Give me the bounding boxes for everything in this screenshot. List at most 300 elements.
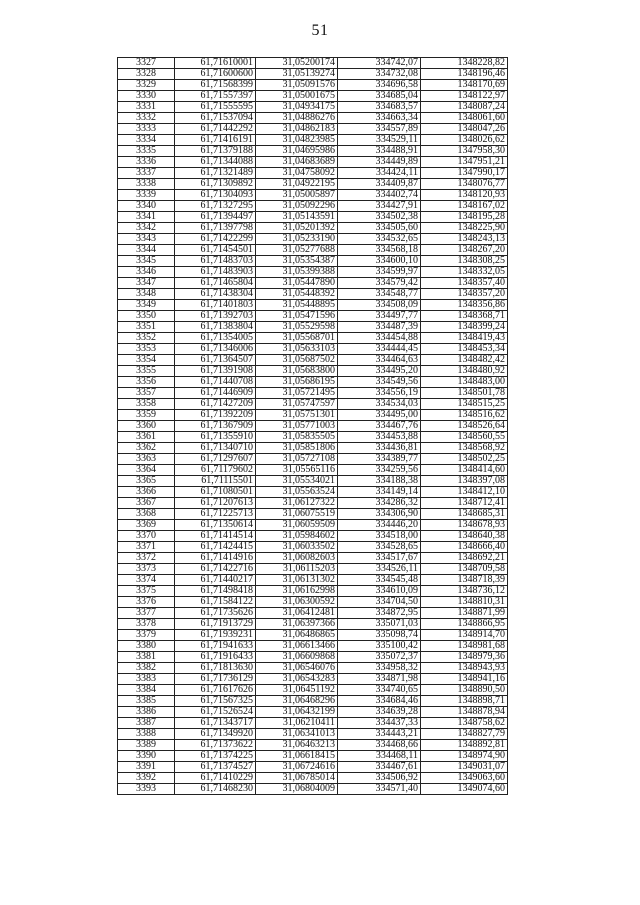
latitude-cell: 61,71941633 [175,641,256,652]
table-row [118,333,508,344]
table-row [118,498,508,509]
x-coordinate-cell: 334683,57 [338,102,421,113]
longitude-cell: 31,06115203 [256,564,338,575]
longitude-cell: 31,06210411 [256,718,338,729]
table-row [118,223,508,234]
point-number-cell: 3346 [118,267,175,278]
longitude-cell: 31,06397366 [256,619,338,630]
latitude-cell: 61,71397798 [175,223,256,234]
y-coordinate-cell: 1348419,43 [421,333,508,344]
x-coordinate-cell: 334526,11 [338,564,421,575]
longitude-cell: 31,04886276 [256,113,338,124]
x-coordinate-cell: 334454,88 [338,333,421,344]
y-coordinate-cell: 1349063,60 [421,773,508,784]
table-row [118,190,508,201]
latitude-cell: 61,71367909 [175,421,256,432]
x-coordinate-cell: 334467,76 [338,421,421,432]
point-number-cell: 3350 [118,311,175,322]
point-number-cell: 3337 [118,168,175,179]
x-coordinate-cell: 334402,74 [338,190,421,201]
table-row [118,300,508,311]
table-row [118,201,508,212]
point-number-cell: 3369 [118,520,175,531]
longitude-cell: 31,05005897 [256,190,338,201]
longitude-cell: 31,05633103 [256,344,338,355]
table-row [118,377,508,388]
latitude-cell: 61,71617626 [175,685,256,696]
longitude-cell: 31,06082603 [256,553,338,564]
longitude-cell: 31,05727108 [256,454,338,465]
table-row [118,399,508,410]
longitude-cell: 31,05201392 [256,223,338,234]
longitude-cell: 31,05747597 [256,399,338,410]
x-coordinate-cell: 334548,77 [338,289,421,300]
table-row [118,421,508,432]
y-coordinate-cell: 1348170,69 [421,80,508,91]
y-coordinate-cell: 1348480,92 [421,366,508,377]
table-row [118,69,508,80]
latitude-cell: 61,71354005 [175,333,256,344]
y-coordinate-cell: 1348516,62 [421,410,508,421]
longitude-cell: 31,04922195 [256,179,338,190]
point-number-cell: 3384 [118,685,175,696]
y-coordinate-cell: 1348568,92 [421,443,508,454]
table-row [118,135,508,146]
x-coordinate-cell: 335098,74 [338,630,421,641]
latitude-cell: 61,71346006 [175,344,256,355]
y-coordinate-cell: 1348981,68 [421,641,508,652]
point-number-cell: 3390 [118,751,175,762]
latitude-cell: 61,71391908 [175,366,256,377]
point-number-cell: 3374 [118,575,175,586]
longitude-cell: 31,05721495 [256,388,338,399]
longitude-cell: 31,04758092 [256,168,338,179]
longitude-cell: 31,06468296 [256,696,338,707]
latitude-cell: 61,71584122 [175,597,256,608]
longitude-cell: 31,05568701 [256,333,338,344]
y-coordinate-cell: 1348692,21 [421,553,508,564]
table-row [118,58,508,69]
x-coordinate-cell: 334436,81 [338,443,421,454]
longitude-cell: 31,05001675 [256,91,338,102]
point-number-cell: 3341 [118,212,175,223]
y-coordinate-cell: 1347958,30 [421,146,508,157]
x-coordinate-cell: 334684,46 [338,696,421,707]
table-row [118,751,508,762]
latitude-cell: 61,71440708 [175,377,256,388]
table-row [118,443,508,454]
latitude-cell: 61,71392703 [175,311,256,322]
point-number-cell: 3365 [118,476,175,487]
table-row [118,630,508,641]
x-coordinate-cell: 334599,97 [338,267,421,278]
table-row [118,256,508,267]
point-number-cell: 3363 [118,454,175,465]
table-row [118,487,508,498]
point-number-cell: 3333 [118,124,175,135]
longitude-cell: 31,05233190 [256,234,338,245]
x-coordinate-cell: 334188,38 [338,476,421,487]
table-row [118,608,508,619]
y-coordinate-cell: 1348414,60 [421,465,508,476]
longitude-cell: 31,05277688 [256,245,338,256]
x-coordinate-cell: 334529,11 [338,135,421,146]
point-number-cell: 3353 [118,344,175,355]
point-number-cell: 3389 [118,740,175,751]
y-coordinate-cell: 1348368,71 [421,311,508,322]
longitude-cell: 31,05529598 [256,322,338,333]
table-row [118,696,508,707]
table-row [118,410,508,421]
y-coordinate-cell: 1348974,90 [421,751,508,762]
y-coordinate-cell: 1348827,79 [421,729,508,740]
y-coordinate-cell: 1348356,86 [421,300,508,311]
point-number-cell: 3391 [118,762,175,773]
x-coordinate-cell: 334958,32 [338,663,421,674]
x-coordinate-cell: 334740,65 [338,685,421,696]
y-coordinate-cell: 1348501,78 [421,388,508,399]
latitude-cell: 61,71355910 [175,432,256,443]
y-coordinate-cell: 1348712,41 [421,498,508,509]
table-row [118,652,508,663]
latitude-cell: 61,71401803 [175,300,256,311]
point-number-cell: 3387 [118,718,175,729]
x-coordinate-cell: 334600,10 [338,256,421,267]
latitude-cell: 61,71427209 [175,399,256,410]
point-number-cell: 3331 [118,102,175,113]
latitude-cell: 61,71179602 [175,465,256,476]
table-row [118,553,508,564]
point-number-cell: 3362 [118,443,175,454]
x-coordinate-cell: 334528,65 [338,542,421,553]
table-row [118,311,508,322]
y-coordinate-cell: 1348515,25 [421,399,508,410]
y-coordinate-cell: 1348898,71 [421,696,508,707]
x-coordinate-cell: 334286,32 [338,498,421,509]
latitude-cell: 61,71813630 [175,663,256,674]
latitude-cell: 61,71465804 [175,278,256,289]
table-row [118,234,508,245]
y-coordinate-cell: 1348892,81 [421,740,508,751]
latitude-cell: 61,71555595 [175,102,256,113]
longitude-cell: 31,06543283 [256,674,338,685]
y-coordinate-cell: 1348047,26 [421,124,508,135]
point-number-cell: 3348 [118,289,175,300]
point-number-cell: 3385 [118,696,175,707]
y-coordinate-cell: 1348483,00 [421,377,508,388]
x-coordinate-cell: 334464,63 [338,355,421,366]
y-coordinate-cell: 1348357,40 [421,278,508,289]
point-number-cell: 3370 [118,531,175,542]
table-row [118,388,508,399]
table-row [118,586,508,597]
table-row [118,322,508,333]
table-row [118,773,508,784]
x-coordinate-cell: 334556,19 [338,388,421,399]
y-coordinate-cell: 1348709,58 [421,564,508,575]
point-number-cell: 3381 [118,652,175,663]
table-row [118,542,508,553]
table-row [118,102,508,113]
longitude-cell: 31,06033502 [256,542,338,553]
point-number-cell: 3364 [118,465,175,476]
point-number-cell: 3349 [118,300,175,311]
longitude-cell: 31,05851806 [256,443,338,454]
y-coordinate-cell: 1348228,82 [421,58,508,69]
x-coordinate-cell: 334149,14 [338,487,421,498]
point-number-cell: 3352 [118,333,175,344]
latitude-cell: 61,71374527 [175,762,256,773]
table-row [118,575,508,586]
latitude-cell: 61,71373622 [175,740,256,751]
longitude-cell: 31,04934175 [256,102,338,113]
longitude-cell: 31,05687502 [256,355,338,366]
latitude-cell: 61,71442292 [175,124,256,135]
point-number-cell: 3356 [118,377,175,388]
y-coordinate-cell: 1348914,70 [421,630,508,641]
y-coordinate-cell: 1347990,17 [421,168,508,179]
y-coordinate-cell: 1348267,20 [421,245,508,256]
latitude-cell: 61,71422716 [175,564,256,575]
x-coordinate-cell: 334495,20 [338,366,421,377]
longitude-cell: 31,05200174 [256,58,338,69]
longitude-cell: 31,05563524 [256,487,338,498]
x-coordinate-cell: 335100,42 [338,641,421,652]
x-coordinate-cell: 334610,09 [338,586,421,597]
point-number-cell: 3347 [118,278,175,289]
y-coordinate-cell: 1348076,77 [421,179,508,190]
table-row [118,476,508,487]
point-number-cell: 3393 [118,784,175,795]
point-number-cell: 3376 [118,597,175,608]
longitude-cell: 31,06613466 [256,641,338,652]
latitude-cell: 61,71321489 [175,168,256,179]
longitude-cell: 31,06463213 [256,740,338,751]
latitude-cell: 61,71207613 [175,498,256,509]
table-row [118,146,508,157]
y-coordinate-cell: 1348502,25 [421,454,508,465]
point-number-cell: 3339 [118,190,175,201]
latitude-cell: 61,71468230 [175,784,256,795]
x-coordinate-cell: 334557,89 [338,124,421,135]
y-coordinate-cell: 1348026,62 [421,135,508,146]
x-coordinate-cell: 334532,65 [338,234,421,245]
x-coordinate-cell: 334449,89 [338,157,421,168]
table-row [118,619,508,630]
table-row [118,432,508,443]
page-number: 51 [311,22,329,39]
x-coordinate-cell: 334453,88 [338,432,421,443]
point-number-cell: 3327 [118,58,175,69]
point-number-cell: 3351 [118,322,175,333]
longitude-cell: 31,05771003 [256,421,338,432]
y-coordinate-cell: 1348412,10 [421,487,508,498]
latitude-cell: 61,71394497 [175,212,256,223]
longitude-cell: 31,05835505 [256,432,338,443]
longitude-cell: 31,05471596 [256,311,338,322]
table-row [118,784,508,795]
y-coordinate-cell: 1348941,16 [421,674,508,685]
x-coordinate-cell: 334506,92 [338,773,421,784]
point-number-cell: 3334 [118,135,175,146]
point-number-cell: 3378 [118,619,175,630]
latitude-cell: 61,71438304 [175,289,256,300]
table-row [118,674,508,685]
point-number-cell: 3358 [118,399,175,410]
y-coordinate-cell: 1348482,42 [421,355,508,366]
point-number-cell: 3354 [118,355,175,366]
latitude-cell: 61,71567325 [175,696,256,707]
latitude-cell: 61,71379188 [175,146,256,157]
latitude-cell: 61,71344088 [175,157,256,168]
latitude-cell: 61,71225713 [175,509,256,520]
y-coordinate-cell: 1348640,38 [421,531,508,542]
longitude-cell: 31,06486865 [256,630,338,641]
x-coordinate-cell: 334502,38 [338,212,421,223]
latitude-cell: 61,71913729 [175,619,256,630]
latitude-cell: 61,71483703 [175,256,256,267]
latitude-cell: 61,71916433 [175,652,256,663]
latitude-cell: 61,71557397 [175,91,256,102]
table-row [118,454,508,465]
x-coordinate-cell: 334443,21 [338,729,421,740]
longitude-cell: 31,05399388 [256,267,338,278]
y-coordinate-cell: 1348453,34 [421,344,508,355]
coordinates-table-body [118,58,508,795]
y-coordinate-cell: 1348810,31 [421,597,508,608]
longitude-cell: 31,05534021 [256,476,338,487]
y-coordinate-cell: 1348120,93 [421,190,508,201]
latitude-cell: 61,71349920 [175,729,256,740]
coordinates-table [117,57,508,795]
latitude-cell: 61,71304093 [175,190,256,201]
x-coordinate-cell: 335072,37 [338,652,421,663]
point-number-cell: 3372 [118,553,175,564]
table-row [118,740,508,751]
x-coordinate-cell: 334639,28 [338,707,421,718]
longitude-cell: 31,06412481 [256,608,338,619]
point-number-cell: 3338 [118,179,175,190]
longitude-cell: 31,06785014 [256,773,338,784]
longitude-cell: 31,04683689 [256,157,338,168]
latitude-cell: 61,71374225 [175,751,256,762]
table-row [118,641,508,652]
x-coordinate-cell: 334437,33 [338,718,421,729]
table-row [118,289,508,300]
longitude-cell: 31,04823985 [256,135,338,146]
longitude-cell: 31,06162998 [256,586,338,597]
longitude-cell: 31,04862183 [256,124,338,135]
point-number-cell: 3343 [118,234,175,245]
longitude-cell: 31,05565116 [256,465,338,476]
latitude-cell: 61,71422299 [175,234,256,245]
y-coordinate-cell: 1348087,24 [421,102,508,113]
latitude-cell: 61,71383804 [175,322,256,333]
x-coordinate-cell: 334424,11 [338,168,421,179]
table-row [118,157,508,168]
y-coordinate-cell: 1348866,95 [421,619,508,630]
longitude-cell: 31,04695986 [256,146,338,157]
table-row [118,564,508,575]
table-row [118,113,508,124]
y-coordinate-cell: 1348718,39 [421,575,508,586]
table-row [118,663,508,674]
y-coordinate-cell: 1349031,07 [421,762,508,773]
table-row [118,531,508,542]
point-number-cell: 3332 [118,113,175,124]
latitude-cell: 61,71416191 [175,135,256,146]
latitude-cell: 61,71340710 [175,443,256,454]
x-coordinate-cell: 334696,58 [338,80,421,91]
y-coordinate-cell: 1348357,20 [421,289,508,300]
longitude-cell: 31,05751301 [256,410,338,421]
latitude-cell: 61,71343717 [175,718,256,729]
y-coordinate-cell: 1347951,21 [421,157,508,168]
point-number-cell: 3342 [118,223,175,234]
longitude-cell: 31,06341013 [256,729,338,740]
latitude-cell: 61,71410229 [175,773,256,784]
y-coordinate-cell: 1348878,94 [421,707,508,718]
point-number-cell: 3359 [118,410,175,421]
table-row [118,707,508,718]
point-number-cell: 3386 [118,707,175,718]
point-number-cell: 3355 [118,366,175,377]
longitude-cell: 31,06432199 [256,707,338,718]
y-coordinate-cell: 1348243,13 [421,234,508,245]
longitude-cell: 31,05139274 [256,69,338,80]
longitude-cell: 31,05448392 [256,289,338,300]
latitude-cell: 61,71414916 [175,553,256,564]
y-coordinate-cell: 1348890,50 [421,685,508,696]
y-coordinate-cell: 1348061,60 [421,113,508,124]
table-row [118,597,508,608]
x-coordinate-cell: 334517,67 [338,553,421,564]
latitude-cell: 61,71446909 [175,388,256,399]
x-coordinate-cell: 334468,66 [338,740,421,751]
y-coordinate-cell: 1348225,90 [421,223,508,234]
table-row [118,124,508,135]
x-coordinate-cell: 334505,60 [338,223,421,234]
latitude-cell: 61,71080501 [175,487,256,498]
longitude-cell: 31,05448895 [256,300,338,311]
table-row [118,729,508,740]
x-coordinate-cell: 334742,07 [338,58,421,69]
point-number-cell: 3367 [118,498,175,509]
y-coordinate-cell: 1348195,28 [421,212,508,223]
x-coordinate-cell: 334389,77 [338,454,421,465]
y-coordinate-cell: 1348332,05 [421,267,508,278]
y-coordinate-cell: 1348979,36 [421,652,508,663]
longitude-cell: 31,06546076 [256,663,338,674]
point-number-cell: 3329 [118,80,175,91]
table-row [118,355,508,366]
table-row [118,80,508,91]
table-row [118,91,508,102]
latitude-cell: 61,71350614 [175,520,256,531]
x-coordinate-cell: 334497,77 [338,311,421,322]
longitude-cell: 31,05354387 [256,256,338,267]
longitude-cell: 31,06131302 [256,575,338,586]
latitude-cell: 61,71735626 [175,608,256,619]
latitude-cell: 61,71939231 [175,630,256,641]
latitude-cell: 61,71440217 [175,575,256,586]
point-number-cell: 3335 [118,146,175,157]
point-number-cell: 3336 [118,157,175,168]
x-coordinate-cell: 334663,34 [338,113,421,124]
point-number-cell: 3371 [118,542,175,553]
x-coordinate-cell: 334409,87 [338,179,421,190]
longitude-cell: 31,06804009 [256,784,338,795]
